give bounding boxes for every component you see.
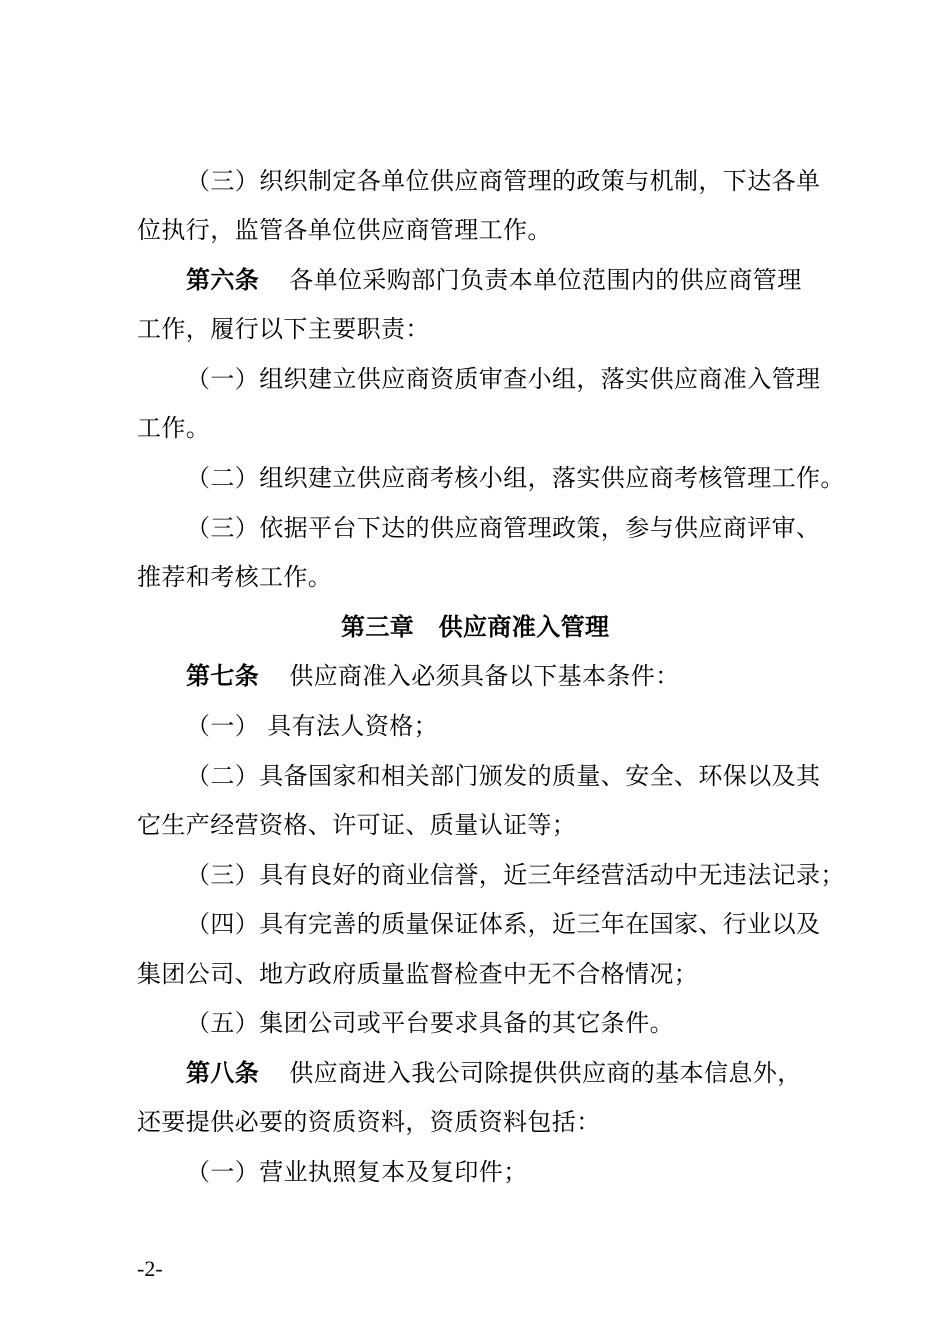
text-line: 工作。 <box>137 414 211 442</box>
text-line: （二）组织建立供应商考核小组，落实供应商考核管理工作。 <box>186 464 845 492</box>
text-line: （四）具有完善的质量保证体系，近三年在国家、行业以及 <box>186 910 821 938</box>
article-number: 第七条 <box>186 661 260 690</box>
article-text: 各单位采购部门负责本单位范围内的供应商管理 <box>289 266 802 294</box>
article-number: 第六条 <box>186 265 260 294</box>
article-line <box>186 264 802 296</box>
text-line: 还要提供必要的资质资料，资质资料包括： <box>137 1108 601 1136</box>
text-line: （一）营业执照复本及复印件； <box>186 1158 528 1186</box>
text-line: 位执行，监管各单位供应商管理工作。 <box>137 216 552 244</box>
text-line: （三）依据平台下达的供应商管理政策，参与供应商评审、 <box>186 514 821 542</box>
text-line: 推荐和考核工作。 <box>137 563 333 591</box>
text-line: （一）组织建立供应商资质审查小组，落实供应商准入管理 <box>186 365 821 393</box>
article-number: 第八条 <box>186 1058 260 1087</box>
article-text: 供应商准入必须具备以下基本条件： <box>289 662 680 690</box>
text-line: （二）具备国家和相关部门颁发的质量、安全、环保以及其 <box>186 762 821 790</box>
text-line: 工作，履行以下主要职责： <box>137 315 430 343</box>
text-line: 它生产经营资格、许可证、质量认证等； <box>137 811 577 839</box>
text-line: （三）具有良好的商业信誉，近三年经营活动中无违法记录； <box>186 861 845 889</box>
text-line: （三）织织制定各单位供应商管理的政策与机制，下达各单 <box>186 167 821 195</box>
page-number: -2- <box>137 1256 163 1281</box>
text-line: （一） 具有法人资格； <box>186 712 439 740</box>
chapter-heading: 第三章 供应商准入管理 <box>341 612 610 641</box>
article-text: 供应商进入我公司除提供供应商的基本信息外， <box>289 1059 802 1087</box>
text-line: （五）集团公司或平台要求具备的其它条件。 <box>186 1009 674 1037</box>
text-line: 集团公司、地方政府质量监督检查中无不合格情况； <box>137 960 699 988</box>
article-line <box>186 1057 802 1089</box>
article-line <box>186 660 680 692</box>
